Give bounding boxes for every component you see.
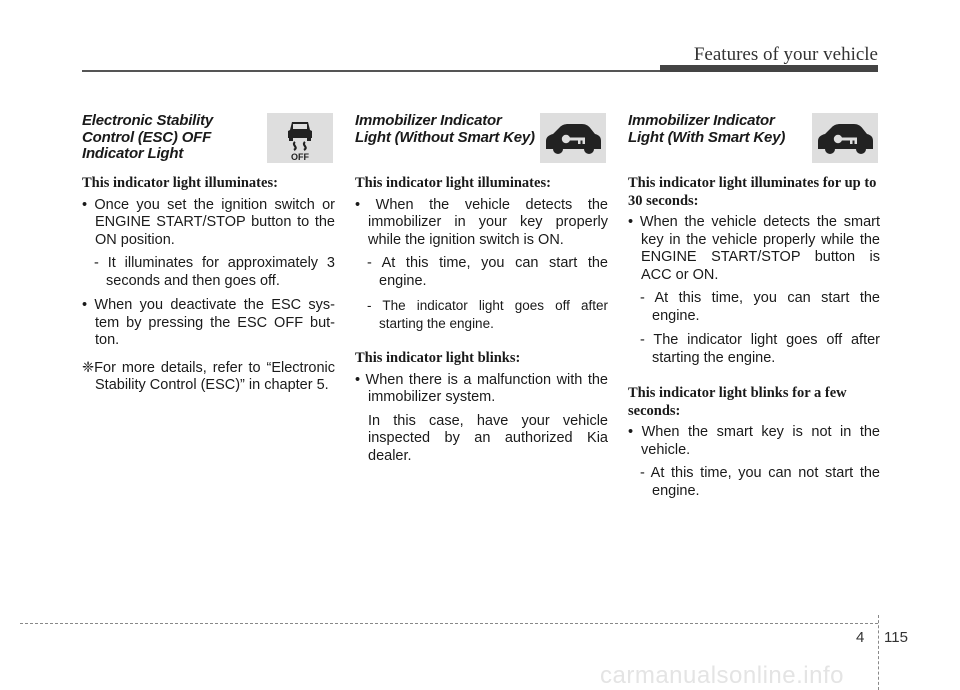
heading-line-2: Light (Without Smart Key): [355, 128, 535, 146]
page-header-title: Features of your vehicle: [693, 44, 878, 65]
dash-item: - At this time, you can not start the engine.: [640, 465, 880, 499]
heading-line-1: Electronic Stability: [82, 112, 214, 129]
chapter-number: 4: [856, 629, 865, 646]
heading-line-3: Indicator Light: [82, 145, 184, 162]
header-rule-thick: [660, 65, 878, 72]
subheading-illuminates: This indicator light illuminates for up to 30 seconds:: [628, 175, 877, 209]
paragraph: In this case, have your vehicle inspected by an authorized Kia dealer.: [368, 412, 608, 464]
subheading-blinks: This indicator light blinks:: [355, 350, 521, 366]
car-key-icon: [540, 113, 606, 163]
dash-item: - It illuminates for approximately 3 seconds and then goes off.: [94, 255, 335, 289]
header-rule-thin: [82, 70, 662, 72]
section-heading-immobilizer-smart-key: [628, 113, 880, 163]
bullet-item: • When there is a malfunction with the immobilizer system.: [355, 371, 608, 405]
subheading-illuminates: This indicator light illuminates:: [82, 175, 278, 191]
column-esc-off: [82, 113, 335, 405]
heading-line-2: Light (With Smart Key): [628, 128, 786, 146]
car-key-icon: [812, 113, 878, 163]
bullet-item: • Once you set the ignition switch or ENGINE START/STOP button to the ON position.: [82, 196, 335, 248]
dash-item: - The indicator light goes off after starting the engine.: [640, 332, 880, 366]
page-number: 115: [884, 629, 908, 646]
dash-item: - At this time, you can start the engine.: [367, 255, 608, 289]
footer-rule: [20, 623, 878, 624]
dash-item: - At this time, you can start the engine.: [640, 290, 880, 324]
watermark: carmanualsonline.info: [600, 662, 844, 689]
esc-off-icon: [267, 113, 333, 163]
column-immobilizer-no-smart-key: [355, 113, 608, 471]
dash-item: - The indicator light goes off after starting the engine.: [367, 298, 608, 331]
section-heading-esc-off: [82, 113, 335, 163]
bullet-item: • When the vehicle detects the immobilizer in your key properly while the ignition switch is ON.: [355, 196, 608, 248]
heading-line-1: Immobilizer Indicator: [628, 112, 775, 129]
bullet-item: • When the smart key is not in the vehicle.: [628, 424, 880, 458]
heading-line-2: Control (ESC) OFF: [82, 128, 212, 146]
subheading-illuminates: This indicator light illuminates:: [355, 175, 551, 191]
subheading-blinks: This indicator light blinks for a few seconds:: [628, 385, 847, 419]
bullet-item: • When the vehicle detects the smart key in the vehicle properly while the ENGINE START/STOP button is ACC or ON.: [628, 214, 880, 283]
esc-off-icon-label: OFF: [291, 152, 309, 162]
column-immobilizer-smart-key: [628, 113, 880, 507]
heading-line-1: Immobilizer Indicator: [355, 112, 502, 129]
bullet-item: • When you deactivate the ESC sys-tem by pressing the ESC OFF but-ton.: [82, 297, 335, 348]
section-heading-immobilizer-no-smart-key: [355, 113, 608, 163]
footer-divider: [878, 615, 879, 690]
reference-note: ❈For more details, refer to “Electronic Stability Control (ESC)” in chapter 5.: [82, 359, 335, 393]
